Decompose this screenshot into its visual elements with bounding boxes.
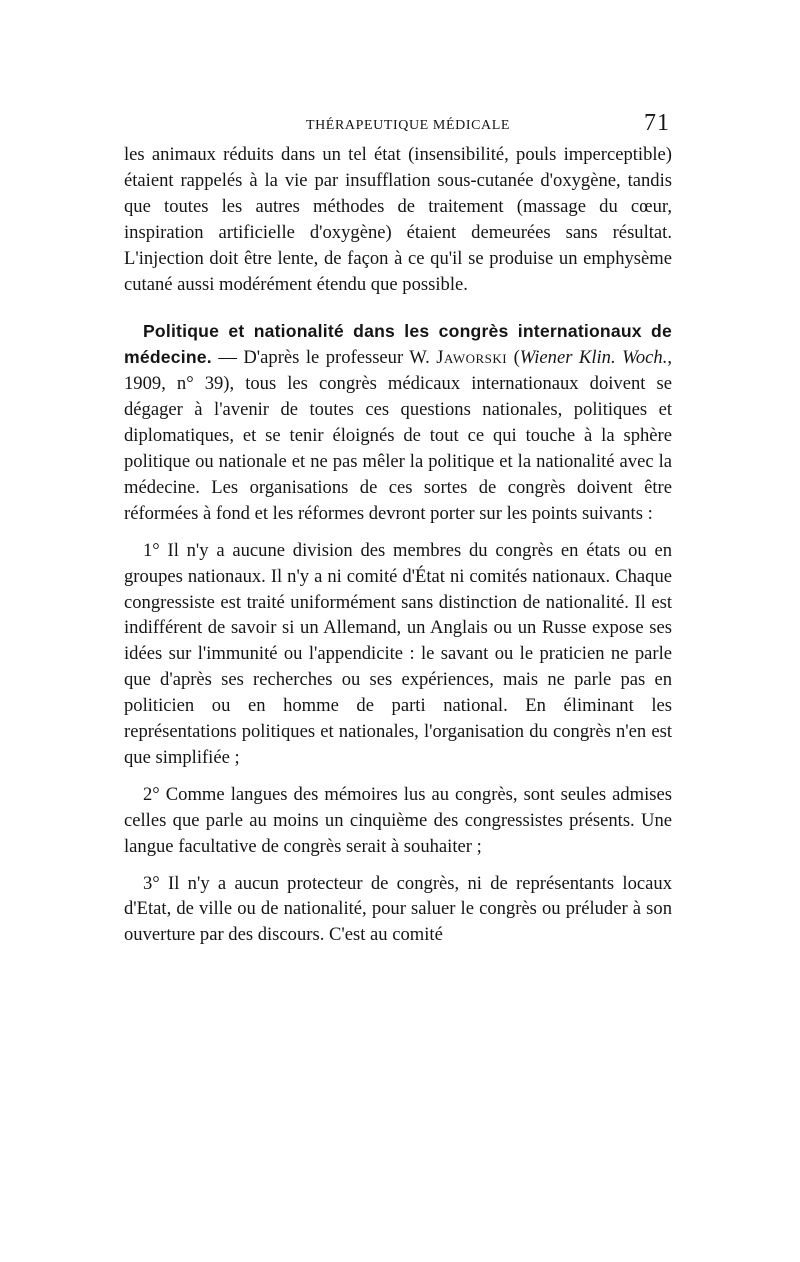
citation-open: (: [507, 347, 520, 369]
point-1: 1° Il n'y a aucune division des membres du congrès en états ou en groupes nationaux. Il n'y a ni comité d'État ni comités nationaux. Chaque congressiste est traité uniformément sans distinction de nationalité. Il est indifférent de savoir si un Allemand, un Anglais ou un Russe expose ses idées sur l'immunité ou l'appendicite : le savant ou le praticien ne parle que d'après ses recherches ou ses expériences, mais ne parle pas en politicien ou en homme de parti national. En éliminant les représentations politiques et nationales, l'organisation du congrès n'en est que simplifiée ;: [124, 539, 672, 768]
author-name: Jaworski: [436, 347, 508, 369]
article-lead-in: — D'après le professeur W.: [211, 347, 437, 369]
intro-paragraph: les animaux réduits dans un tel état (insensibilité, pouls imperceptible) étaient rappelés à la vie par insufflation sous-cutanée d'oxygène, tandis que toutes les autres méthodes de traitement (massage du cœur, inspiration artificielle d'oxygène) étaient demeurées sans résultat. L'injection doit être lente, de façon à ce qu'il se produise un emphysème cutané aussi modérément étendu que possible.: [124, 144, 672, 295]
point-3: 3° Il n'y a aucun protecteur de congrès, ni de représentants locaux d'Etat, de ville ou de nationalité, pour saluer le congrès ou préluder à son ouverture par des discours. C'est au comité: [124, 872, 672, 946]
running-header: [124, 108, 672, 142]
article-paragraph: [124, 319, 672, 526]
article-body: , 1909, n° 39), tous les congrès médicaux internationaux doivent se dégager à l'avenir de toutes ces questions nationales, politiques et diplomatiques, et se tenir éloignés de tout ce qui touche à la sphère politique ou nationale et ne pas mêler la politique et la nationalité avec la médecine. Les organisations de ces sortes de congrès doivent être réformées à fond et les réformes devront porter sur les points suivants :: [124, 347, 673, 524]
running-title: THÉRAPEUTIQUE MÉDICALE: [305, 118, 511, 133]
journal-name: Wiener Klin. Woch.: [519, 347, 668, 369]
book-page: [124, 108, 672, 948]
page-number: 71: [644, 110, 670, 136]
article-title: Politique et nationalité dans les congrès internationaux de médecine.: [124, 321, 672, 368]
point-2: 2° Comme langues des mémoires lus au congrès, sont seules admises celles que parle au moins un cinquième des congressistes présents. Une langue facultative de congrès serait à souhaiter ;: [124, 783, 672, 857]
